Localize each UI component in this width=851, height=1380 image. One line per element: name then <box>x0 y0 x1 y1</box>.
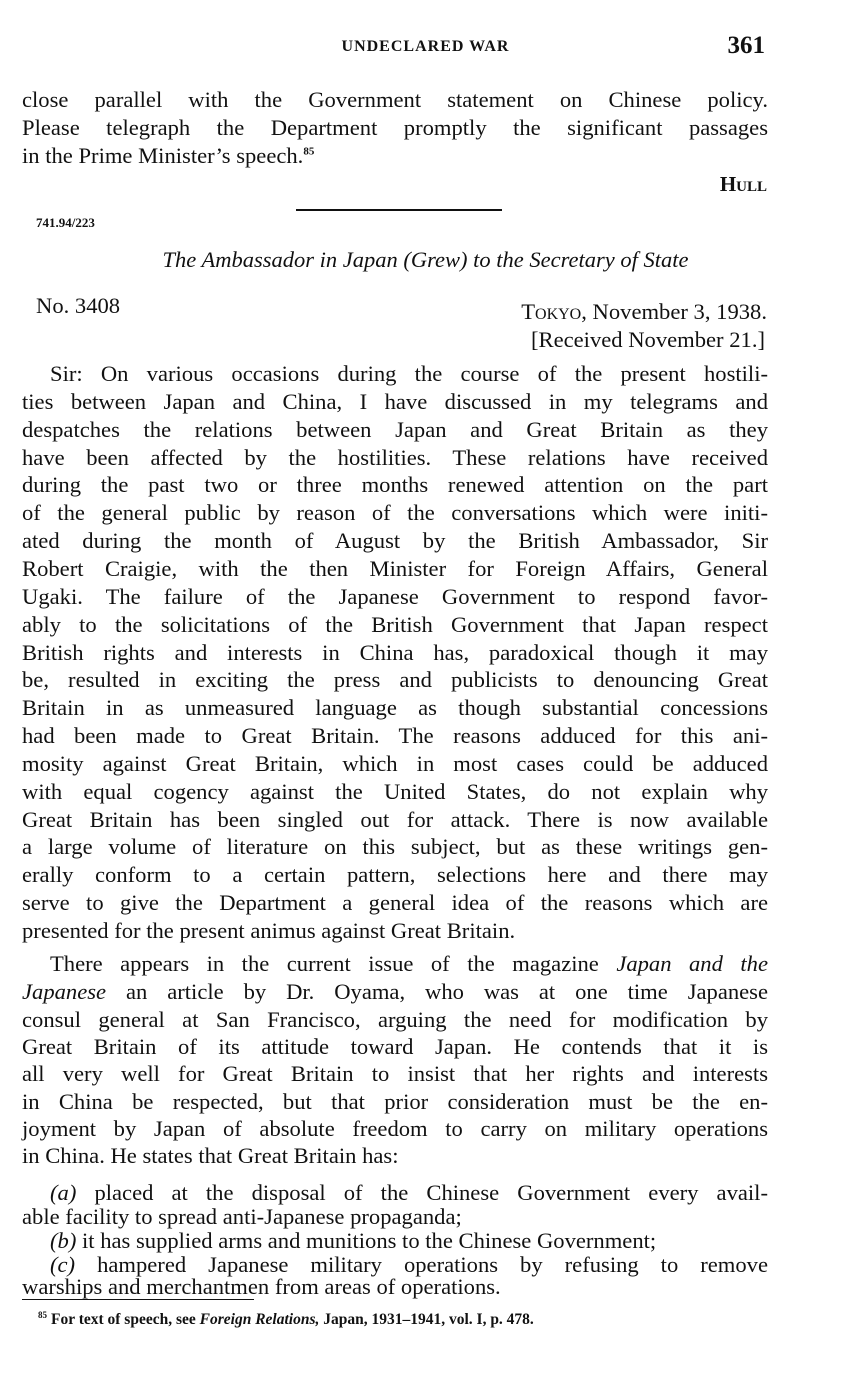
text-line <box>22 360 768 387</box>
text-line: Ugaki. The failure of the Japanese Government to respond favor- <box>22 584 768 609</box>
text-line-content: an article by Dr. Oyama, who was at one time Japanese <box>106 979 768 1004</box>
text-line: in China. He states that Great Britain has: <box>22 1143 399 1168</box>
text-line: be, resulted in exciting the press and publicists to denouncing Great <box>22 667 768 692</box>
text-line: Great Britain has been singled out for attack. There is now available <box>22 807 768 832</box>
text-line: close parallel with the Government statement on Chinese policy. <box>22 87 768 112</box>
text-line: had been made to Great Britain. The reasons adduced for this ani- <box>22 723 768 748</box>
running-title: UNDECLARED WAR <box>341 38 510 55</box>
text-line: serve to give the Department a general idea of the reasons which are <box>22 890 768 915</box>
footnote-source: Foreign Relations, <box>199 1311 320 1329</box>
text-line: joyment by Japan of absolute freedom to carry on military operations <box>22 1116 768 1141</box>
document-title: The Ambassador in Japan (Grew) to the Secretary of State <box>162 247 689 272</box>
list-item-text: warships and merchantmen from areas of operations. <box>22 1274 501 1299</box>
text-line: consul general at San Francisco, arguing the need for modification by <box>22 1007 768 1032</box>
list-item <box>22 1227 768 1254</box>
magazine-title: Japan and the <box>616 951 768 976</box>
footnote <box>38 1310 534 1329</box>
footnote-divider <box>22 1299 254 1300</box>
document-dateline <box>521 299 767 325</box>
footnote-reference: 85 <box>303 145 315 158</box>
text-line: presented for the present animus against Great Britain. <box>22 918 516 943</box>
received-date: [Received November 21.] <box>530 327 765 352</box>
list-item-text: it has supplied arms and munitions to the Chinese Government; <box>76 1228 657 1253</box>
text-line: British rights and interests in China has, paradoxical though it may <box>22 640 768 665</box>
page-number: 361 <box>727 32 765 59</box>
text-line: have been affected by the hostilities. These relations have received <box>22 445 768 470</box>
dateline-date: November 3, 1938. <box>592 299 767 324</box>
text-line <box>22 142 768 169</box>
footnote-rest: Japan, 1931–1941, vol. I, p. 478. <box>319 1311 534 1329</box>
text-line: erally conform to a certain pattern, selections here and there may <box>22 862 768 887</box>
footnote-mark: 85 <box>38 1310 47 1320</box>
section-divider <box>296 209 502 211</box>
text-line: Please telegraph the Department promptly the significant passages <box>22 115 768 140</box>
list-item <box>22 1179 768 1206</box>
list-item-marker: (a) <box>50 1180 77 1205</box>
text-line: ated during the month of August by the British Ambassador, Sir <box>22 528 768 553</box>
footnote-lead: For text of speech, see <box>51 1311 200 1329</box>
text-line: ties between Japan and China, I have discussed in my telegrams and <box>22 389 768 414</box>
text-line: mosity against Great Britain, which in most cases could be adduced <box>22 751 768 776</box>
text-line: ably to the solicitations of the British Government that Japan respect <box>22 612 768 637</box>
text-line <box>22 978 768 1005</box>
text-line: all very well for Great Britain to insist that her rights and interests <box>22 1061 768 1086</box>
text-line: of the general public by reason of the conversations which were initi- <box>22 500 768 525</box>
signature: Hull <box>719 172 767 196</box>
text-line: Robert Craigie, with the then Minister for Foreign Affairs, General <box>22 556 768 581</box>
text-line-content: Sir: On various occasions during the course of the present hostili- <box>50 361 768 386</box>
text-line: despatches the relations between Japan and Great Britain as they <box>22 417 768 442</box>
text-line: a large volume of literature on this subject, but as these writings gen- <box>22 834 768 859</box>
file-number: 741.94/223 <box>36 215 95 230</box>
text-line-content: There appears in the current issue of the magazine <box>50 951 617 976</box>
text-line: during the past two or three months renewed attention on the part <box>22 472 768 497</box>
text-line: with equal cogency against the United States, do not explain why <box>22 779 768 804</box>
list-item-text: hampered Japanese military operations by refusing to remove <box>75 1252 768 1277</box>
list-item <box>22 1203 768 1230</box>
text-line: Britain in as unmeasured language as though substantial concessions <box>22 695 768 720</box>
document-number: No. 3408 <box>36 293 121 318</box>
text-line <box>22 950 768 977</box>
text-line: in China be respected, but that prior consideration must be the en- <box>22 1089 768 1114</box>
text-line: Great Britain of its attitude toward Japan. He contends that it is <box>22 1034 768 1059</box>
list-item-marker: (b) <box>50 1228 77 1253</box>
dateline-place: Tokyo, <box>521 299 587 324</box>
text-line-content: in the Prime Minister’s speech. <box>22 143 304 168</box>
list-item-text: able facility to spread anti-Japanese propaganda; <box>22 1204 462 1229</box>
list-item-text: placed at the disposal of the Chinese Government every avail- <box>76 1180 768 1205</box>
list-item-marker: (c) <box>50 1252 76 1277</box>
magazine-title: Japanese <box>22 979 107 1004</box>
list-item <box>22 1273 768 1300</box>
